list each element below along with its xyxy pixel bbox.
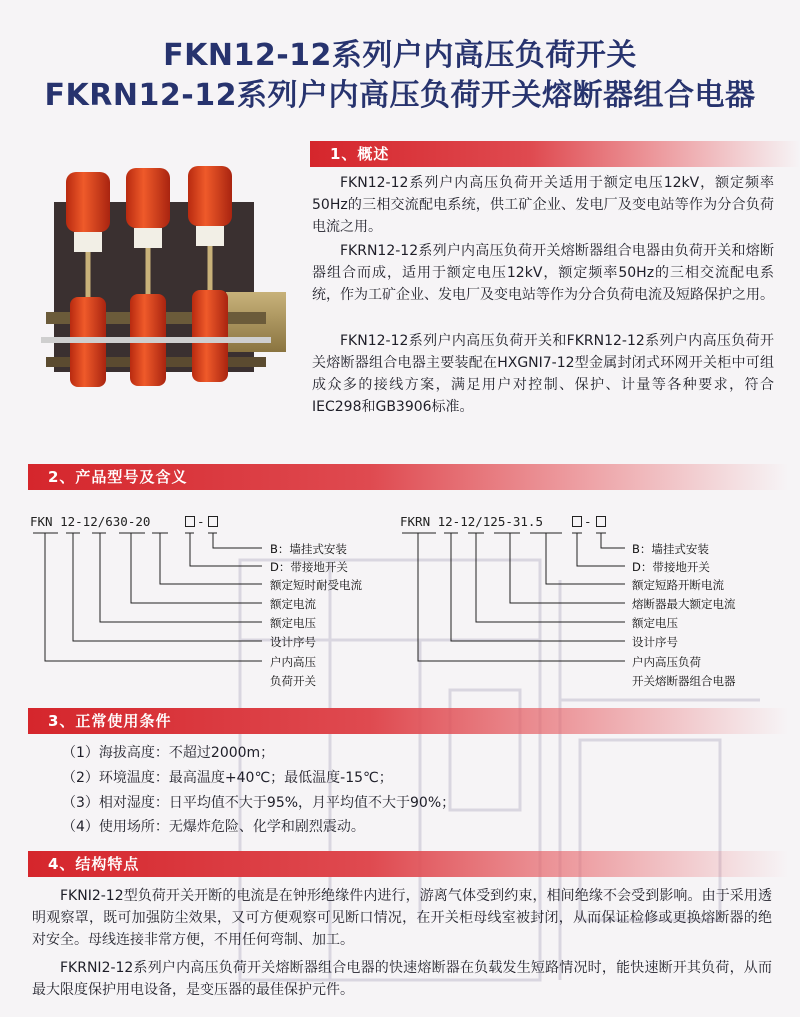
code-dash: - (584, 514, 592, 529)
structure-paragraph-2: FKRNI2-12系列户内高压负荷开关熔断器组合电器的快速熔断器在负载发生短路情况时，能快速断开其负荷，从而最大限度保护用电设备，是变压器的最佳保护元件。 (32, 960, 772, 998)
label-wall-mount: B：墙挂式安装 (632, 542, 709, 556)
label-short-time-current: 额定短时耐受电流 (270, 578, 362, 592)
page-title-line-2: FKRN12-12系列户内高压负荷开关熔断器组合电器 (44, 78, 756, 113)
model-code: FKRN 12-12/125-31.5 (400, 514, 543, 529)
label-earthing-switch: D：带接地开关 (632, 560, 710, 574)
condition-item: （1）海拔高度：不超过2000m； (62, 745, 275, 761)
label-type-line1: 户内高压负荷 (632, 655, 701, 669)
overview-paragraph-2: FKRN12-12系列户内高压负荷开关熔断器组合电器由负荷开关和熔断器组合而成，适用于额定电压12kV，额定频率50Hz的三相交流配电系统，作为工矿企业、发电厂及变电站等作为分合负荷电流及短路保护之用。 (312, 243, 774, 303)
label-type-line1: 户内高压 (270, 655, 316, 669)
section-heading-structure: 4、结构特点 (28, 851, 788, 877)
label-design-serial: 设计序号 (270, 635, 316, 649)
label-design-serial: 设计序号 (632, 635, 678, 649)
condition-item: （4）使用场所：无爆炸危险、化学和剧烈震动。 (62, 819, 365, 835)
label-rated-voltage: 额定电压 (270, 616, 316, 630)
page-title-line-1: FKN12-12系列户内高压负荷开关 (163, 38, 637, 73)
condition-item: （2）环境温度：最高温度+40℃；最低温度-15℃； (62, 770, 393, 786)
label-fuse-max-current: 熔断器最大额定电流 (632, 597, 736, 611)
overview-paragraph-3: FKN12-12系列户内高压负荷开关和FKRN12-12系列户内高压负荷开关熔断器组合电器主要装配在HXGNI7-12型金属封闭式环网开关柜中可组成众多的接线方案，满足用户对控制、保护、计量等各种要求，符合IEC298和GB3906标准。 (312, 333, 774, 415)
label-type-line2: 负荷开关 (270, 674, 316, 688)
model-code: FKN 12-12/630-20 (30, 514, 151, 529)
label-wall-mount: B：墙挂式安装 (270, 542, 347, 556)
structure-paragraph-1: FKNI2-12型负荷开关开断的电流是在钟形绝缘件内进行，游离气体受到约束，相间绝缘不会受到影响。由于采用透明观察罩，既可加强防尘效果，又可方便观察可见断口情况，在开关柜母线室被封闭，从而保证检修或更换熔断器的绝对安全。母线连接非常方便，不用任何弯制、加工。 (32, 888, 772, 948)
section-heading-conditions: 3、正常使用条件 (28, 708, 788, 734)
label-breaking-current: 额定短路开断电流 (632, 578, 724, 592)
label-type-line2: 开关熔断器组合电器 (632, 674, 736, 688)
label-earthing-switch: D：带接地开关 (270, 560, 348, 574)
overview-paragraph-1: FKN12-12系列户内高压负荷开关适用于额定电压12kV，额定频率50Hz的三相交流配电系统，供工矿企业、发电厂及变电站等作为分合负荷电流之用。 (312, 175, 774, 235)
section-heading-overview: 1、概述 (310, 141, 800, 167)
label-rated-voltage: 额定电压 (632, 616, 678, 630)
section-heading-model: 2、产品型号及含义 (28, 464, 788, 490)
code-dash: - (197, 514, 205, 529)
label-rated-current: 额定电流 (270, 597, 316, 611)
condition-item: （3）相对湿度：日平均值不大于95%，月平均值不大于90%； (62, 795, 456, 811)
